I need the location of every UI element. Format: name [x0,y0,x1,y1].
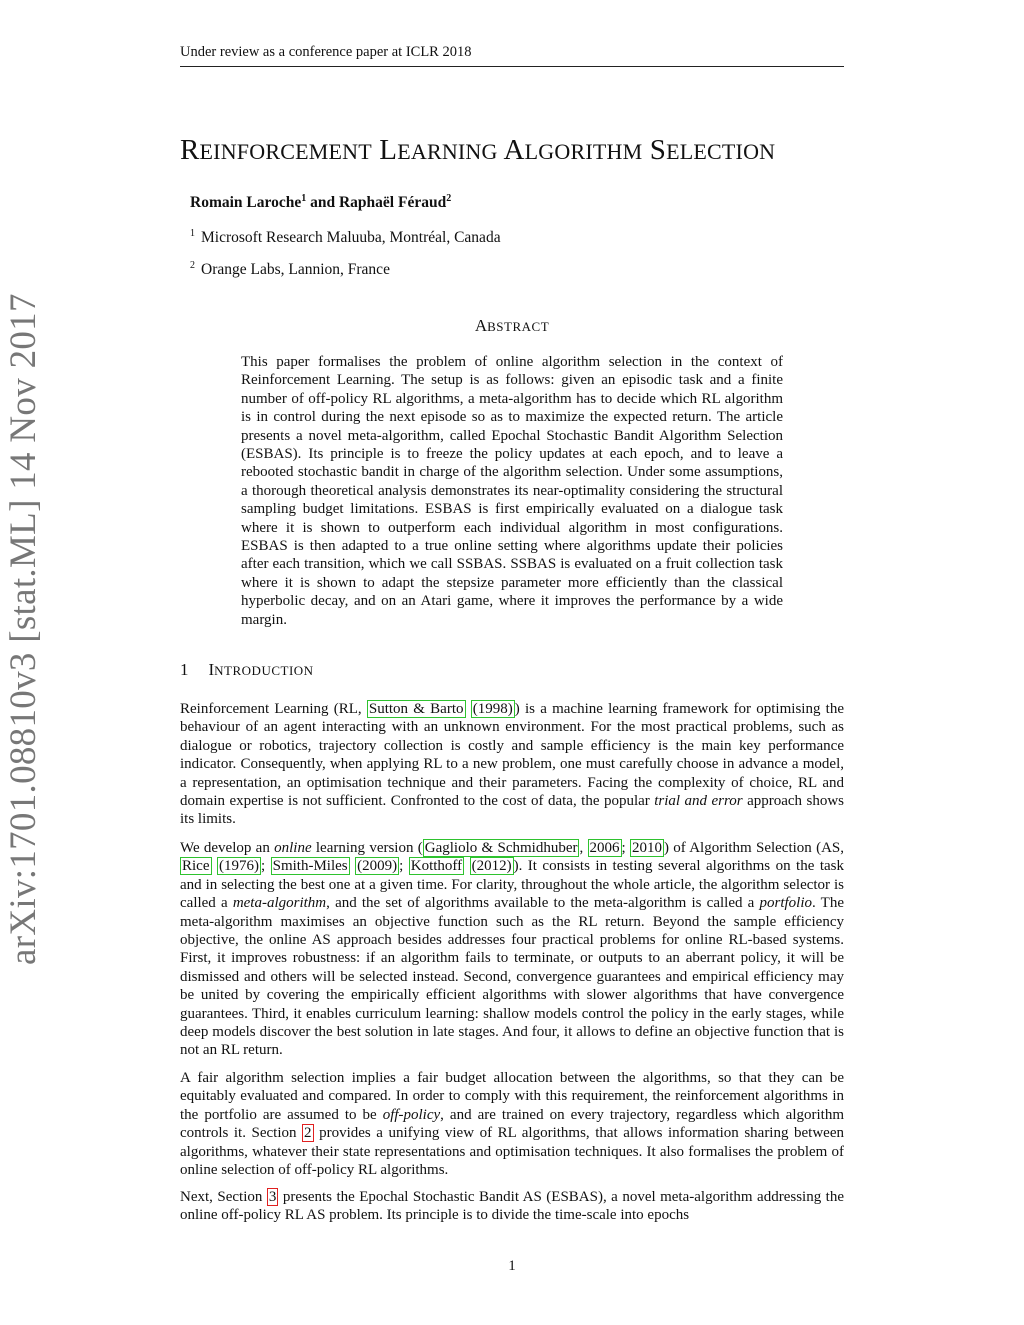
author-conjunction: and [310,194,336,212]
p1-text-1: Reinforcement Learning (RL, [180,701,367,717]
p3-emphasis-off-policy: off-policy [382,1106,441,1123]
affiliation-1 [190,228,501,247]
p2-text-3: , [579,840,588,856]
section-title-initial: I [208,660,215,679]
intro-paragraph-2 [180,839,844,1060]
p1-text-2 [466,701,471,717]
running-header: Under review as a conference paper at ICLR 2018 [180,44,844,67]
citation-sutton-barto-year[interactable]: (1998) [472,701,513,717]
authors [190,193,451,212]
title-w1-rest: EINFORCEMENT [199,139,372,164]
title-w3-rest: LGORITHM [524,139,643,164]
p3-text-2: , and are trained on every trajectory, regardless which algorithm controls it. Section [180,1106,844,1142]
affiliation-2 [190,260,390,279]
page-number: 1 [508,1258,516,1274]
affiliation-2-mark: 2 [190,260,195,271]
title-w3-initial: A [503,134,525,166]
section-title-rest: NTRODUCTION [214,663,314,678]
affiliation-1-text: Microsoft Research Maluuba, Montréal, Canada [201,229,501,247]
abstract-text: This paper formalises the problem of online algorithm selection in the context of Reinforcement Learning. The setup is as follows: given an episodic task and a finite number of off-policy RL algorithms, a meta-algorithm has to decide which RL algorithm is in control during the next episode so as to maximize the expected return. The article presents a novel meta-algorithm, called Epochal Stochastic Bandit Algorithm Selection (ESBAS). Its principle is to freeze the policy updates at each epoch, and to leave a rebooted stochastic bandit in charge of the algorithm selection. Under some assumptions, a thorough theoretical analysis demonstrates its near-optimality considering the structural sampling budget limitations. ESBAS is first empirically evaluated on a dialogue task where it is shown to outperform each individual algorithm in most configurations. ESBAS is then adapted to a true online setting where algorithms update their policies after each transition, which we call SSBAS. SSBAS is evaluated on a fruit collection task where it is shown to adapt the stepsize parameter more efficiently than the classical hyperbolic decay, and on an Atari game, where it improves the performance by a wide margin. [241,354,783,628]
p2-text-12: , and the set of algorithms available to the meta-algorithm is called a [326,895,760,912]
p1-text-4: approach shows its limits. [180,793,845,828]
p2-emphasis-online: online [274,840,312,856]
p4-text-1: Next, Section [180,1189,267,1205]
title-w4-rest: ELECTION [666,139,776,164]
title-w4-initial: S [649,134,667,166]
citation-smith-miles-year[interactable]: (2009) [357,858,398,875]
citation-kotthoff-year[interactable]: (2012) [471,858,512,875]
p3-text-1: A fair algorithm selection implies a fair budget allocation between the algorithms, so that they can be equitably evaluated and compared. In order to comply with this requirement, the reinforcement algorithms in the portfolio are assumed to be [180,1070,844,1123]
citation-2010[interactable]: 2010 [631,840,662,856]
citation-rice[interactable]: Rice [182,858,210,875]
p2-text-5: ) of Algorithm Selection (AS, [663,840,844,856]
title-w2-initial: L [379,134,398,166]
title-w2-rest: EARNING [397,139,498,164]
author-2: Raphaël Féraud [338,194,447,212]
p1-text-3: ) is a machine learning framework for optimising the behaviour of an agent interacting with an unknown environment. For the most practical problems, such as dialogue or robotics, trajectory collection is costly and sample efficiency is the main key performance indicator. Consequently, when applying RL to a new problem, one must carefully choose in advance a model, a representation, an optimisation technique and their parameters. Facing the complexity of choice, RL and domain expertise is not sufficient. Confronted to the cost of data, the popular [180,701,845,810]
author-2-affil-mark: 2 [446,193,452,204]
author-1-affil-mark: 1 [301,193,307,204]
p2-text-13: . The meta-algorithm maximises an objective function such as the RL return. Beyond the sample efficiency objective, the online AS approach besides addresses four practical problems for online RL-based systems. First, it improves robustness: if an algorithm fails to terminate, or outputs to an aberrant policy, it will be dismissed and others will be selected instead. Second, convergence guarantees and empirical efficiency may be united by covering the empirically efficient algorithms with slower algorithms that have convergence guarantees. Third, it enables curriculum learning: shallow models control the policy in the early stages, while deep models discover the best solution in late stages. And four, it allows to define an objective function that is not an RL return. [180,895,844,1059]
citation-2006[interactable]: 2006 [589,840,620,856]
p1-emphasis: trial and error [654,793,743,810]
intro-paragraph-4 [180,1188,844,1225]
paper-title [180,134,850,167]
p2-emphasis-portfolio: portfolio [759,895,813,912]
citation-rice-year[interactable]: (1976) [218,858,259,875]
intro-paragraph-1 [180,700,844,829]
p4-text-2: presents the Epochal Stochastic Bandit AS (ESBAS), a novel meta-algorithm addressing the online off-policy RL AS problem. Its principle is to divide the time-scale into epochs [180,1189,845,1224]
affiliation-1-mark: 1 [190,228,195,239]
arxiv-watermark: arXiv:1701.08810v3 [stat.ML] 14 Nov 2017 [3,293,44,965]
section-heading-introduction [180,660,314,680]
p2-text-11: ). It consists in testing several algorithms on the task and in selecting the best one at a given time. For clarity, throughout the whole article, the algorithm selector is called a [180,858,845,912]
p2-text-9: ; [399,858,409,875]
p2-text-10 [464,858,469,874]
p2-emphasis-meta-algorithm: meta-algorithm [232,895,327,912]
abstract-heading-initial: A [474,316,488,335]
title-w1-initial: R [180,134,200,166]
p2-text-1: We develop an [180,840,275,856]
citation-gagliolo-schmidhuber[interactable]: Gagliolo & Schmidhuber [424,840,578,856]
author-1: Romain Laroche [190,194,302,212]
affiliation-2-text: Orange Labs, Lannion, France [201,261,390,279]
section-3-link[interactable]: 3 [268,1189,277,1205]
p2-text-4: ; [621,840,630,856]
abstract-heading [180,316,844,336]
section-number: 1 [180,660,189,679]
p3-text-3: provides a unifying view of RL algorithms, that allows information sharing between algorithms, whatever their state representations and optimisation techniques. It also formalises the problem of online selection of off-policy RL algorithms. [180,1125,844,1179]
section-2-link[interactable]: 2 [304,1125,312,1142]
abstract-heading-rest: BSTRACT [487,319,550,334]
citation-smith-miles[interactable]: Smith-Miles [272,858,348,875]
p2-text-7: ; [260,858,271,875]
citation-kotthoff[interactable]: Kotthoff [410,858,463,875]
p2-text-2: learning version ( [311,840,423,856]
citation-sutton-barto[interactable]: Sutton & Barto [368,701,464,717]
intro-paragraph-3 [180,1069,844,1179]
